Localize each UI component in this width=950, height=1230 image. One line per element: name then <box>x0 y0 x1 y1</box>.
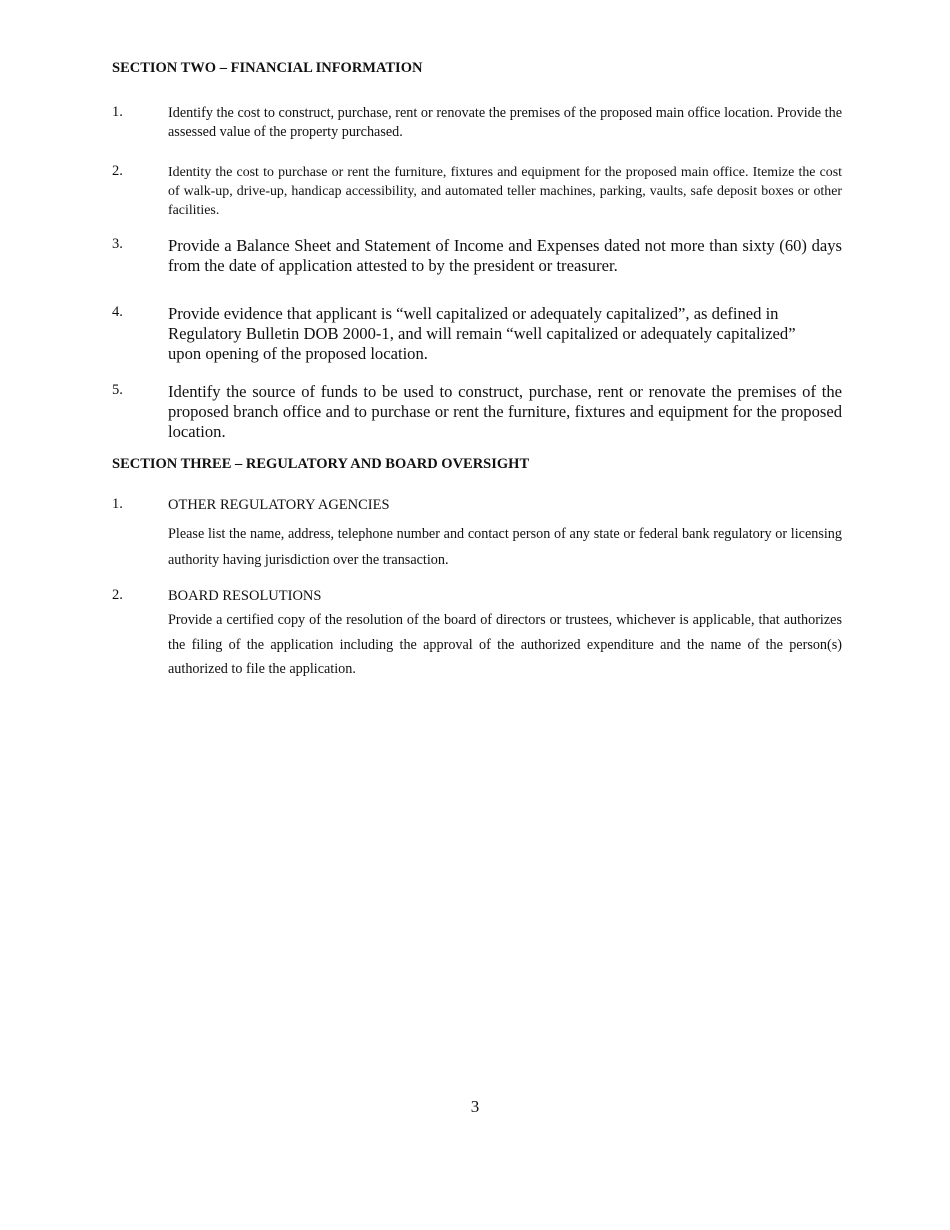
item-text: Identity the cost to purchase or rent the furniture, fixtures and equipment for the proposed main office. Itemize the cost of walk-up, drive-up, handicap accessibility, and automated teller machines, parking, vaults, safe deposit boxes or other facilities. <box>168 165 842 218</box>
item-title: OTHER REGULATORY AGENCIES <box>168 497 390 513</box>
item-number: 2. <box>112 163 123 179</box>
section-three-heading: SECTION THREE – REGULATORY AND BOARD OVERSIGHT <box>112 456 530 472</box>
item-number: 1. <box>112 496 123 512</box>
item-number: 3. <box>112 236 123 252</box>
item-text: Provide a certified copy of the resolution of the board of directors or trustees, whichever is applicable, that authorizes the filing of the application including the approval of the authorized expenditure and the name of the person(s) authorized to file the application. <box>168 612 842 677</box>
item-content <box>168 496 842 573</box>
item-text: Provide evidence that applicant is “well capitalized or adequately capitalized”, as defined in Regulatory Bulletin DOB 2000-1, and will remain “well capitalized or adequately capitalized” upon opening of the proposed location. <box>168 304 796 363</box>
item-number: 4. <box>112 304 123 320</box>
page-number: 3 <box>470 1097 480 1116</box>
item-content <box>168 587 842 682</box>
item-text: Identify the cost to construct, purchase, rent or renovate the premises of the proposed main office location. Provide the assessed value of the property purchased. <box>168 105 842 140</box>
item-title: BOARD RESOLUTIONS <box>168 588 322 604</box>
item-text: Provide a Balance Sheet and Statement of Income and Expenses dated not more than sixty (60) days from the date of application attested to by the president or treasurer. <box>168 236 842 275</box>
item-number: 5. <box>112 382 123 398</box>
item-number: 2. <box>112 587 123 603</box>
item-text: Please list the name, address, telephone number and contact person of any state or federal bank regulatory or licensing authority having jurisdiction over the transaction. <box>168 526 842 568</box>
item-text: Identify the source of funds to be used to construct, purchase, rent or renovate the premises of the proposed branch office and to purchase or rent the furniture, fixtures and equipment for the proposed location. <box>168 382 842 441</box>
section-two-heading: SECTION TWO – FINANCIAL INFORMATION <box>112 60 423 76</box>
item-number: 1. <box>112 104 123 120</box>
